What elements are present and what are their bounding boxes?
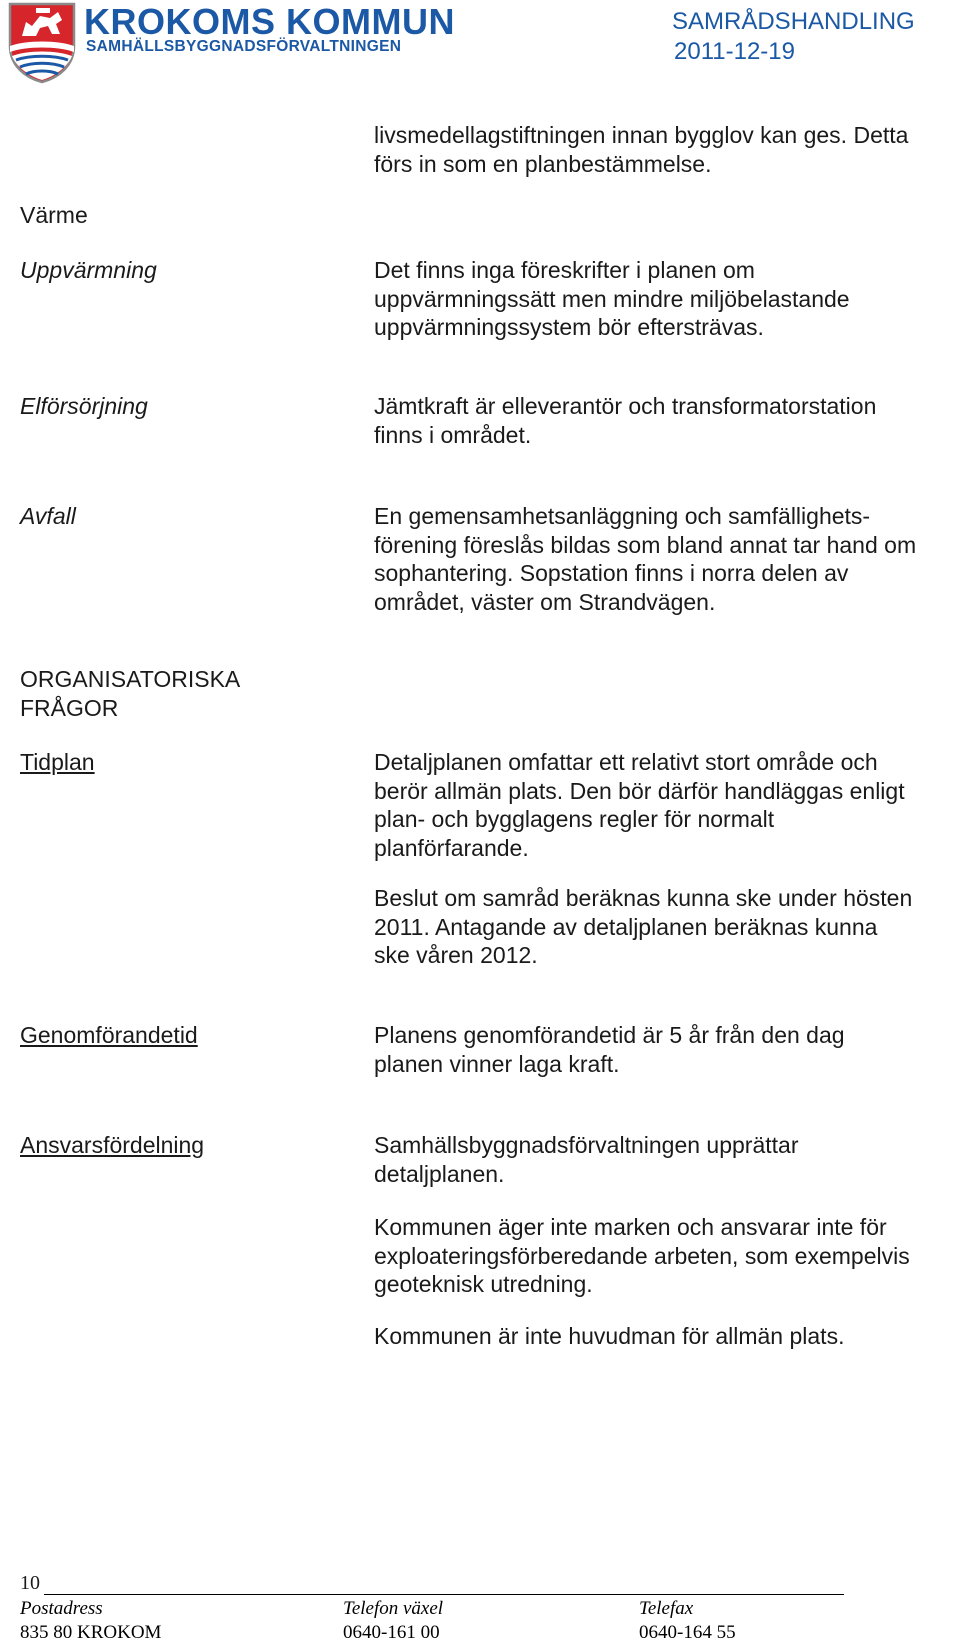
ansvar-paragraph-1 <box>374 1131 960 1188</box>
text-line: En gemensamhetsanläggning och samfällighets- <box>374 503 871 529</box>
tidplan-paragraph-2 <box>374 884 960 970</box>
footer-postadress-label: Postadress <box>20 1598 103 1619</box>
text-line: planförfarande. <box>374 834 529 861</box>
document-type: SAMRÅDSHANDLING <box>672 8 915 35</box>
footer-telefax-value: 0640-164 55 <box>639 1622 736 1643</box>
label-uppvarmning: Uppvärmning <box>20 257 157 283</box>
text-line: Samhällsbyggnadsförvaltningen upprättar <box>374 1132 799 1158</box>
uppvarmning-paragraph <box>374 256 960 342</box>
section-heading-varme: Värme <box>20 202 88 228</box>
text-line: Kommunen äger inte marken och ansvarar inte för <box>374 1214 887 1240</box>
heading-line: FRÅGOR <box>20 694 119 721</box>
text-line: Det finns inga föreskrifter i planen om <box>374 257 755 283</box>
text-line: plan- och bygglagens regler för normalt <box>374 806 775 833</box>
footer-postadress-value: 835 80 KROKOM <box>20 1622 162 1643</box>
text-line: sophantering. Sopstation finns i norra delen av <box>374 560 849 587</box>
ansvar-paragraph-3 <box>374 1322 960 1351</box>
label-ansvarsfordelning: Ansvarsfördelning <box>20 1132 205 1158</box>
label-genomforandetid: Genomförandetid <box>20 1022 198 1048</box>
text-line: Planens genomförandetid är 5 år från den dag <box>374 1022 845 1048</box>
text-line: uppvärmningssystem bör eftersträvas. <box>374 314 764 341</box>
text-line: Detaljplanen omfattar ett relativt stort område och <box>374 749 878 775</box>
text-line: planen vinner laga kraft. <box>374 1050 620 1077</box>
document-date: 2011-12-19 <box>674 38 795 65</box>
heading-line: ORGANISATORISKA <box>20 666 241 692</box>
text-line: området, väster om Strandvägen. <box>374 588 716 615</box>
page-header <box>0 0 960 90</box>
footer-divider <box>44 1594 844 1595</box>
ansvar-paragraph-2 <box>374 1213 960 1299</box>
text-line: 2011. Antagande av detaljplanen beräknas kunna <box>374 913 878 940</box>
intro-paragraph <box>374 121 960 178</box>
footer-telefon-value: 0640-161 00 <box>343 1622 440 1643</box>
text-line: uppvärmningssätt men mindre miljöbelastande <box>374 285 850 312</box>
text-line: ske våren 2012. <box>374 942 538 969</box>
intro-line: livsmedellagstiftningen innan bygglov kan ges. Detta <box>374 122 909 148</box>
label-avfall: Avfall <box>20 503 76 529</box>
avfall-paragraph <box>374 502 960 616</box>
text-line: Kommunen är inte huvudman för allmän plats. <box>374 1323 845 1349</box>
footer-telefon-label: Telefon växel <box>343 1598 444 1619</box>
text-line: detaljplanen. <box>374 1160 505 1187</box>
organization-department: SAMHÄLLSBYGGNADSFÖRVALTNINGEN <box>86 38 402 55</box>
text-line: förening föreslås bildas som bland annat tar hand om <box>374 531 917 558</box>
footer-telefax-label: Telefax <box>639 1598 694 1619</box>
label-tidplan: Tidplan <box>20 749 95 775</box>
page-number: 10 <box>20 1572 40 1594</box>
text-line: geoteknisk utredning. <box>374 1271 593 1298</box>
text-line: exploateringsförberedande arbeten, som exempelvis <box>374 1242 910 1269</box>
municipal-coat-of-arms-icon <box>6 0 78 84</box>
organization-name: KROKOMS KOMMUN <box>84 1 455 42</box>
genomforandetid-paragraph <box>374 1021 960 1078</box>
tidplan-paragraph-1 <box>374 748 960 862</box>
elforsorjning-paragraph <box>374 392 960 449</box>
text-line: Jämtkraft är elleverantör och transformatorstation <box>374 393 877 419</box>
label-elforsorjning: Elförsörjning <box>20 393 148 419</box>
text-line: finns i området. <box>374 421 532 448</box>
text-line: berör allmän plats. Den bör därför handläggas enligt <box>374 777 905 804</box>
section-heading-organisatoriska <box>20 665 240 722</box>
text-line: Beslut om samråd beräknas kunna ske under hösten <box>374 885 913 911</box>
intro-line: förs in som en planbestämmelse. <box>374 150 712 177</box>
